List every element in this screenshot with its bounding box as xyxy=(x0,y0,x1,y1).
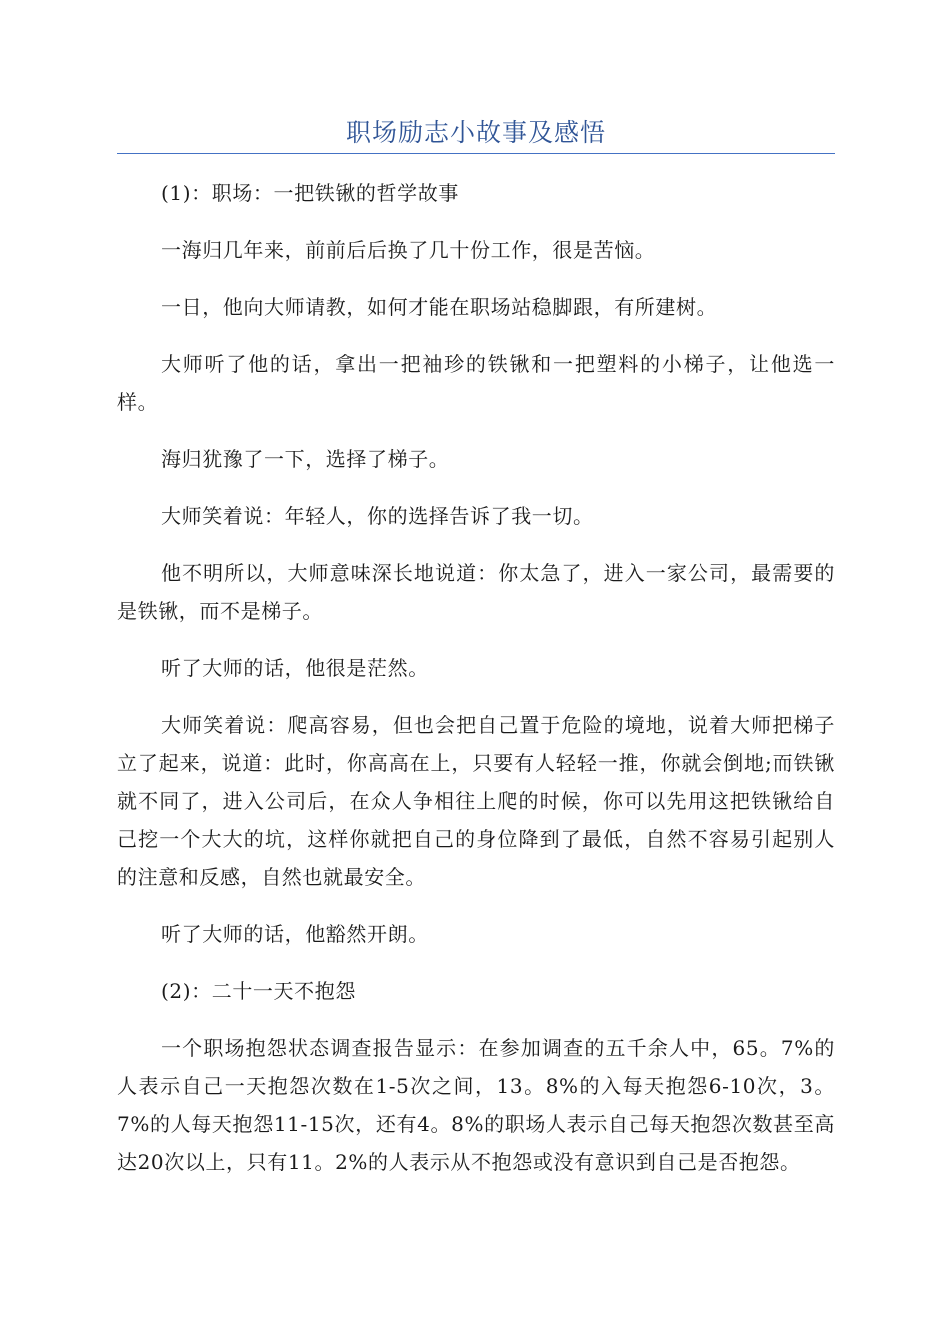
paragraph: 他不明所以，大师意味深长地说道：你太急了，进入一家公司，最需要的是铁锹，而不是梯子。 xyxy=(117,561,835,623)
paragraph: 大师笑着说：爬高容易，但也会把自己置于危险的境地，说着大师把梯子立了起来，说道：此时，你高高在上，只要有人轻轻一推，你就会倒地;而铁锹就不同了，进入公司后，在众人争相往上爬的时候，你可以先用这把铁锹给自己挖一个大大的坑，这样你就把自己的身位降到了最低，自然不容易引起别人的注意和反感，自然也就最安全。 xyxy=(117,713,835,889)
paragraph: 一日，他向大师请教，如何才能在职场站稳脚跟，有所建树。 xyxy=(161,295,718,319)
paragraph: 大师听了他的话，拿出一把袖珍的铁锹和一把塑料的小梯子，让他选一样。 xyxy=(117,352,835,414)
section-heading-2: (2)：二十一天不抱怨 xyxy=(161,979,356,1003)
document-body xyxy=(117,174,835,1200)
paragraph: 听了大师的话，他豁然开朗。 xyxy=(161,922,429,946)
paragraph: 听了大师的话，他很是茫然。 xyxy=(161,656,429,680)
title-underline xyxy=(117,153,835,154)
section-heading-1: (1)：职场：一把铁锹的哲学故事 xyxy=(161,181,459,205)
paragraph: 大师笑着说：年轻人，你的选择告诉了我一切。 xyxy=(161,504,594,528)
paragraph: 海归犹豫了一下，选择了梯子。 xyxy=(161,447,450,471)
document-title: 职场励志小故事及感悟 xyxy=(345,118,606,147)
paragraph: 一个职场抱怨状态调查报告显示：在参加调查的五千余人中，65。7%的人表示自己一天抱怨次数在1-5次之间，13。8%的入每天抱怨6-10次，3。7%的人每天抱怨11-15次，还有4。8%的职场人表示自己每天抱怨次数甚至高达20次以上，只有11。2%的人表示从不抱怨或没有意识到自己是否抱怨。 xyxy=(117,1036,835,1174)
paragraph: 一海归几年来，前前后后换了几十份工作，很是苦恼。 xyxy=(161,238,656,262)
